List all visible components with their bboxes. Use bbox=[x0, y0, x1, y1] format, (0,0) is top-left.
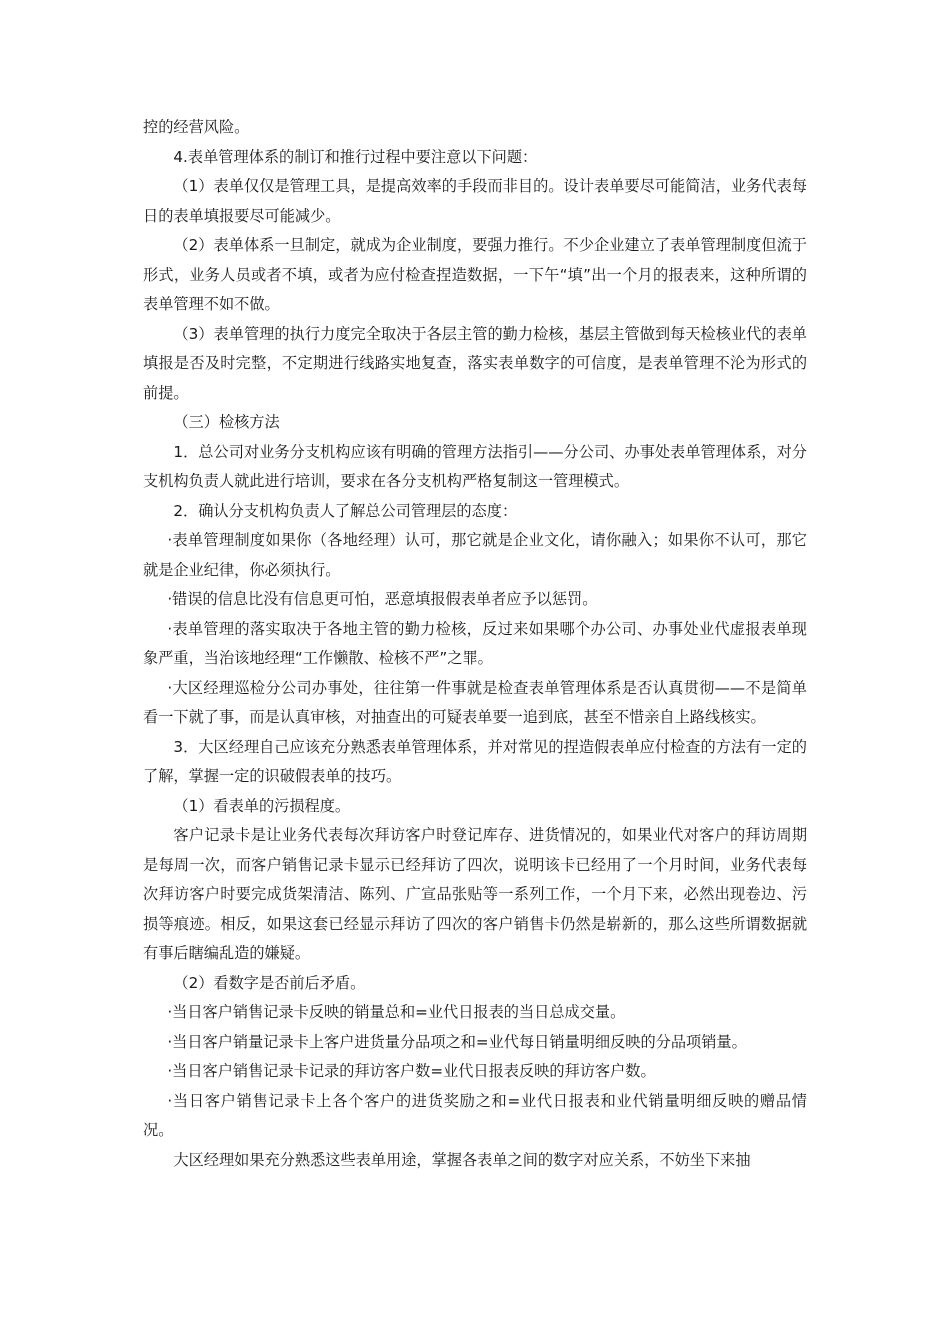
paragraph-closing: 大区经理如果充分熟悉这些表单用途，掌握各表单之间的数字对应关系，不妨坐下来抽 bbox=[173, 1150, 751, 1169]
paragraph-customer-record-card: 客户记录卡是让业务代表每次拜访客户时登记库存、进货情况的，如果业代对客户的拜访周期是每周一次，而客户销售记录卡显示已经拜访了四次，说明该卡已经用了一个月时间，业务代表每次拜访客户时要完成货架清洁、陈列、广宣品张贴等一系列工作，一个月下来，必然出现卷边、污损等痕迹。相反，如果这套已经显示拜访了四次的客户销售卡仍然是崭新的，那么这些所谓数据就有事后瞎编乱造的嫌疑。 bbox=[143, 826, 807, 962]
document-body bbox=[143, 113, 807, 1175]
subheading-number-consistency: （2）看数字是否前后矛盾。 bbox=[173, 973, 366, 992]
paragraph-method-2: 2．确认分支机构负责人了解总公司管理层的态度： bbox=[173, 501, 518, 520]
paragraph-risk-tail: 控的经营风险。 bbox=[143, 118, 250, 136]
bullet-attitude-2: ·错误的信息比没有信息更可怕，恶意填报假表单者应予以惩罚。 bbox=[167, 590, 598, 608]
bullet-attitude-1: ·表单管理制度如果你（各地经理）认可，那它就是企业文化，请你融入；如果你不认可，那它就是企业纪律，你必须执行。 bbox=[143, 531, 807, 579]
bullet-check-4: ·当日客户销售记录卡上各个客户的进货奖励之和=业代日报表和业代销量明细反映的赠品情况。 bbox=[143, 1091, 807, 1139]
paragraph-method-3: 3．大区经理自己应该充分熟悉表单管理体系，并对常见的捏造假表单应付检查的方法有一定的了解，掌握一定的识破假表单的技巧。 bbox=[143, 737, 807, 785]
bullet-check-2: ·当日客户销量记录卡上客户进货量分品项之和=业代每日销量明细反映的分品项销量。 bbox=[167, 1032, 747, 1051]
section-heading-check-methods: （三）检核方法 bbox=[173, 413, 280, 431]
bullet-check-3: ·当日客户销售记录卡记录的拜访客户数=业代日报表反映的拜访客户数。 bbox=[167, 1062, 656, 1080]
subheading-wear-level: （1）看表单的污损程度。 bbox=[173, 796, 351, 815]
bullet-attitude-3: ·表单管理的落实取决于各地主管的勤力检核，反过来如果哪个办公司、办事处业代虚报表单现象严重，当治该地经理“工作懒散、检核不严”之罪。 bbox=[143, 619, 807, 667]
paragraph-note-1: （1）表单仅仅是管理工具，是提高效率的手段而非目的。设计表单要尽可能简洁，业务代表每日的表单填报要尽可能减少。 bbox=[143, 177, 807, 225]
paragraph-method-1: 1．总公司对业务分支机构应该有明确的管理方法指引——分公司、办事处表单管理体系，对分支机构负责人就此进行培训，要求在各分支机构严格复制这一管理模式。 bbox=[143, 442, 807, 490]
paragraph-form-system-notes: 4.表单管理体系的制订和推行过程中要注意以下问题： bbox=[173, 147, 538, 166]
bullet-attitude-4: ·大区经理巡检分公司办事处，往往第一件事就是检查表单管理体系是否认真贯彻——不是简单看一下就了事，而是认真审核，对抽查出的可疑表单要一追到底，甚至不惜亲自上路线核实。 bbox=[143, 678, 807, 726]
paragraph-note-2: （2）表单体系一旦制定，就成为企业制度，要强力推行。不少企业建立了表单管理制度但流于形式，业务人员或者不填，或者为应付检查捏造数据，一下午“填”出一个月的报表来，这种所谓的表单管理不如不做。 bbox=[143, 236, 807, 313]
paragraph-note-3: （3）表单管理的执行力度完全取决于各层主管的勤力检核，基层主管做到每天检核业代的表单填报是否及时完整，不定期进行线路实地复查，落实表单数字的可信度，是表单管理不沦为形式的前提。 bbox=[143, 324, 807, 402]
bullet-check-1: ·当日客户销售记录卡反映的销量总和=业代日报表的当日总成交量。 bbox=[167, 1003, 626, 1021]
